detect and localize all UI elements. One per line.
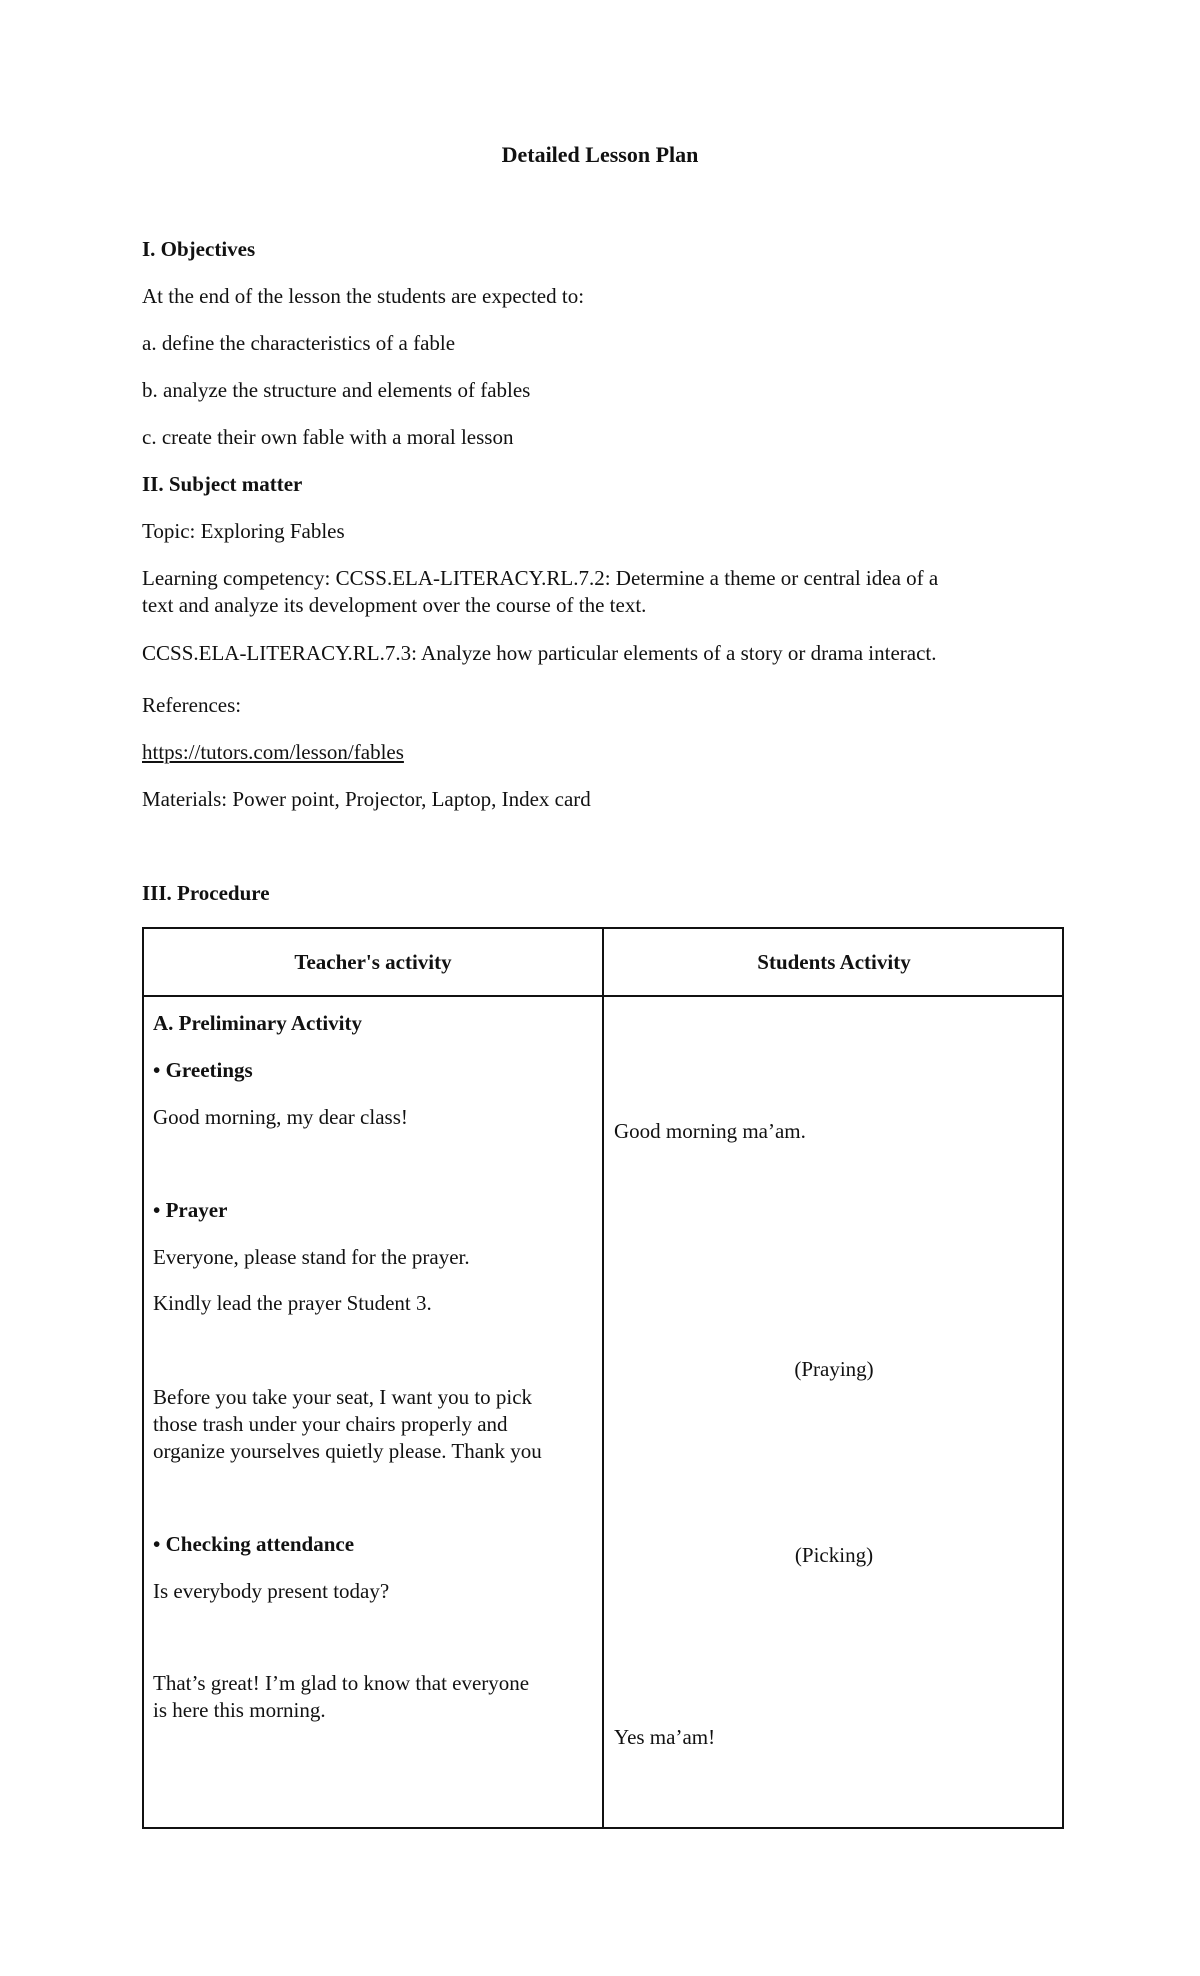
attendance-heading: • Checking attendance <box>153 1532 355 1556</box>
seat-instruction-line-3: organize yourselves quietly please. Thank you <box>153 1439 542 1463</box>
topic-line: Topic: Exploring Fables <box>142 519 345 543</box>
seat-instruction-line-1: Before you take your seat, I want you to pick <box>153 1385 533 1409</box>
seat-instruction-line-2: those trash under your chairs properly and <box>153 1412 508 1436</box>
students-activity-header: Students Activity <box>757 949 911 974</box>
greetings-heading: • Greetings <box>153 1058 253 1082</box>
student-picking: (Picking) <box>794 1543 874 1567</box>
closing-line-2: is here this morning. <box>153 1698 326 1722</box>
objective-item-b: b. analyze the structure and elements of fables <box>142 378 531 402</box>
student-greeting-reply: Good morning ma’am. <box>614 1119 806 1143</box>
competency-line-1: Learning competency: CCSS.ELA-LITERACY.RL.7.2: Determine a theme or central idea of a <box>142 566 939 590</box>
procedure-heading: III. Procedure <box>142 881 270 905</box>
attendance-text: Is everybody present today? <box>153 1579 390 1603</box>
competency-2: CCSS.ELA-LITERACY.RL.7.3: Analyze how particular elements of a story or drama interact. <box>142 641 937 665</box>
procedure-table <box>142 927 1064 1829</box>
prayer-heading: • Prayer <box>153 1198 228 1222</box>
objectives-intro: At the end of the lesson the students are expected to: <box>142 284 585 308</box>
prayer-text-2: Kindly lead the prayer Student 3. <box>153 1291 432 1315</box>
greetings-text: Good morning, my dear class! <box>153 1105 408 1129</box>
student-praying: (Praying) <box>794 1357 874 1381</box>
objective-item-a: a. define the characteristics of a fable <box>142 331 456 355</box>
student-attendance-reply: Yes ma’am! <box>614 1725 716 1749</box>
closing-line-1: That’s great! I’m glad to know that everyone <box>153 1671 530 1695</box>
table-header-divider <box>144 995 1062 997</box>
reference-link[interactable]: https://tutors.com/lesson/fables <box>142 740 404 764</box>
subject-matter-heading: II. Subject matter <box>142 472 303 496</box>
prayer-text-1: Everyone, please stand for the prayer. <box>153 1245 470 1269</box>
preliminary-activity-heading: A. Preliminary Activity <box>153 1011 362 1035</box>
competency-line-2: text and analyze its development over the course of the text. <box>142 593 647 617</box>
objective-item-c: c. create their own fable with a moral lesson <box>142 425 514 449</box>
objectives-heading: I. Objectives <box>142 237 256 261</box>
document-title: Detailed Lesson Plan <box>501 142 699 167</box>
materials-line: Materials: Power point, Projector, Laptop, Index card <box>142 787 591 811</box>
teacher-activity-header: Teacher's activity <box>294 949 452 974</box>
references-label: References: <box>142 693 242 717</box>
